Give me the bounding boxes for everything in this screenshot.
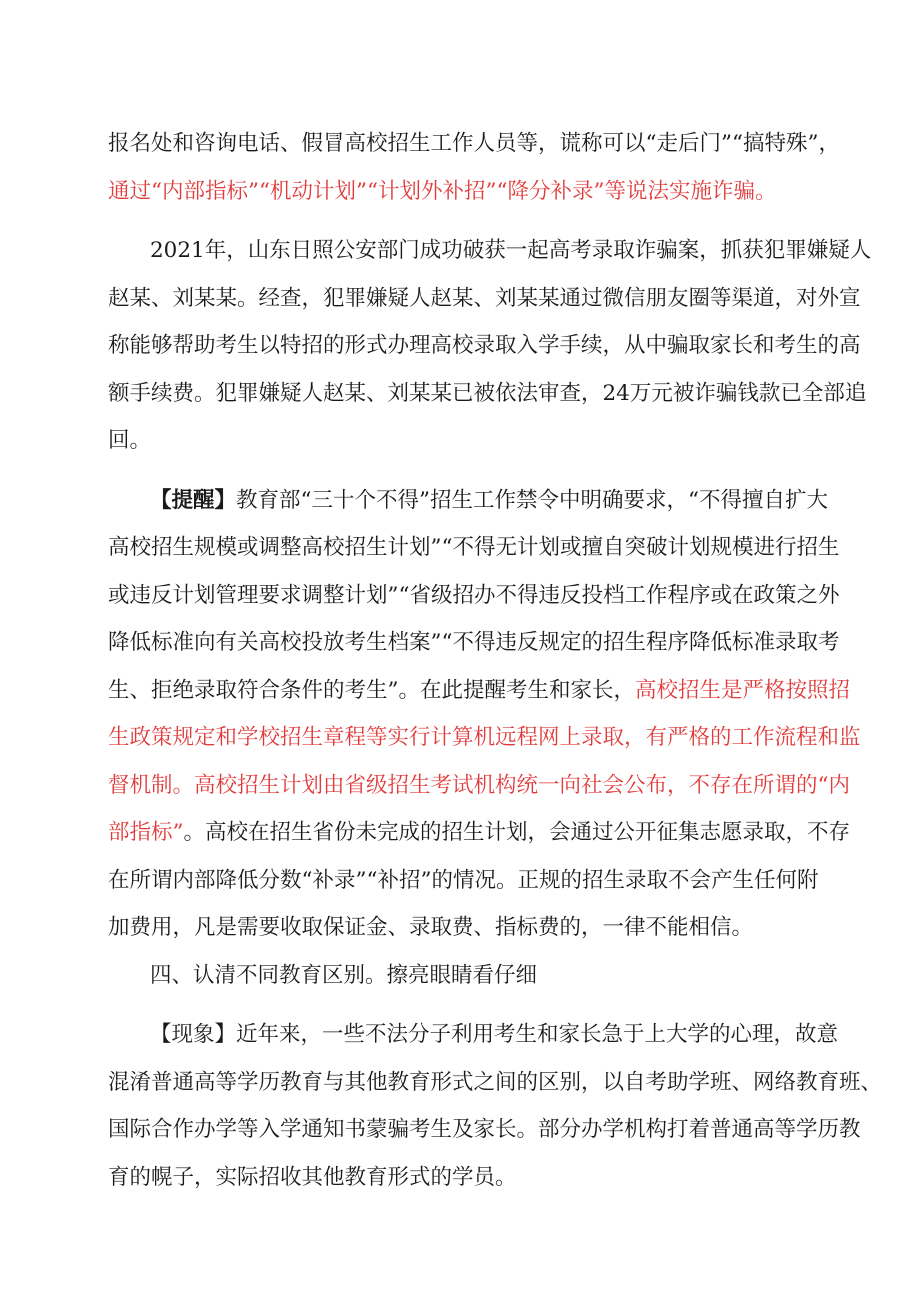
text-line: 加费用，凡是需要收取保证金、录取费、指标费的，一律不能相信。 xyxy=(108,915,754,940)
paragraph-scam-methods xyxy=(108,120,840,215)
text-line xyxy=(108,667,851,715)
text-line: 回。 xyxy=(108,428,152,453)
text-line: 称能够帮助考生以特招的形式办理高校录取入学手续，从中骗取家长和考生的高 xyxy=(108,333,861,358)
text-span: 生、拒绝录取符合条件的考生”。在此提醒考生和家长， xyxy=(108,677,635,703)
text-line: 育的幌子，实际招收其他教育形式的学员。 xyxy=(108,1164,517,1190)
text-span: 。高校在招生省份未完成的招生计划，会通过公开征集志愿录取，不存 xyxy=(183,820,851,845)
paragraph-case xyxy=(108,227,872,465)
paragraph-reminder xyxy=(108,477,861,952)
text-line: 额手续费。犯罪嫌疑人赵某、刘某某已被依法审查，24万元被诈骗钱款已全部追 xyxy=(108,380,867,406)
reminder-label: 【提醒】 xyxy=(150,487,237,513)
text-span: 等说法实施诈骗。 xyxy=(604,178,777,204)
highlighted-text: 高校招生是严格按照招 xyxy=(635,677,851,703)
text-line: 降低标准向有关高校投放考生档案”“不得违反规定的招生程序降低标准录取考 xyxy=(108,630,840,655)
text-line: 在所谓内部降低分数“补录”“补招”的情况。正规的招生录取不会产生任何附 xyxy=(108,867,819,893)
text-line: 高校招生规模或调整高校招生计划”“不得无计划或擅自突破计划规模进行招生 xyxy=(108,535,840,560)
text-line: 国际合作办学等入学通知书蒙骗考生及家长。部分办学机构打着普通高等学历教 xyxy=(108,1117,861,1142)
text-line: 混淆普通高等学历教育与其他教育形式之间的区别，以自考助学班、网络教育班、 xyxy=(108,1069,883,1095)
highlighted-line: 生政策规定和学校招生章程等实行计算机远程网上录取，有严格的工作流程和监 xyxy=(108,725,861,750)
highlighted-text: 部指标” xyxy=(108,820,184,845)
paragraph-phenomenon xyxy=(108,1011,883,1201)
section-heading: 四、认清不同教育区别。擦亮眼睛看仔细 xyxy=(150,962,538,988)
text-span: 教育部“三十个不得”招生工作禁令中明确要求，“不得擅自扩大 xyxy=(236,487,828,513)
text-line xyxy=(108,809,851,857)
text-line: 赵某、刘某某。经查，犯罪嫌疑人赵某、刘某某通过微信朋友圈等渠道，对外宣 xyxy=(108,285,861,311)
text-line xyxy=(108,168,818,216)
text-line: 或违反计划管理要求调整计划”“省级招办不得违反投档工作程序或在政策之外 xyxy=(108,582,840,608)
text-line: 报名处和咨询电话、假冒高校招生工作人员等，谎称可以“走后门”“搞特殊”， xyxy=(108,131,840,156)
text-line xyxy=(108,477,828,525)
highlighted-line: 督机制。高校招生计划由省级招生考试机构统一向社会公布，不存在所谓的“内 xyxy=(108,772,850,798)
text-line: 2021年，山东日照公安部门成功破获一起高考录取诈骗案，抓获犯罪嫌疑人 xyxy=(150,238,872,263)
text-line: 【现象】近年来，一些不法分子利用考生和家长急于上大学的心理，故意 xyxy=(150,1022,839,1047)
highlighted-text: 通过“内部指标”“机动计划”“计划外补招”“降分补录” xyxy=(108,178,605,204)
document-page xyxy=(108,120,883,1201)
